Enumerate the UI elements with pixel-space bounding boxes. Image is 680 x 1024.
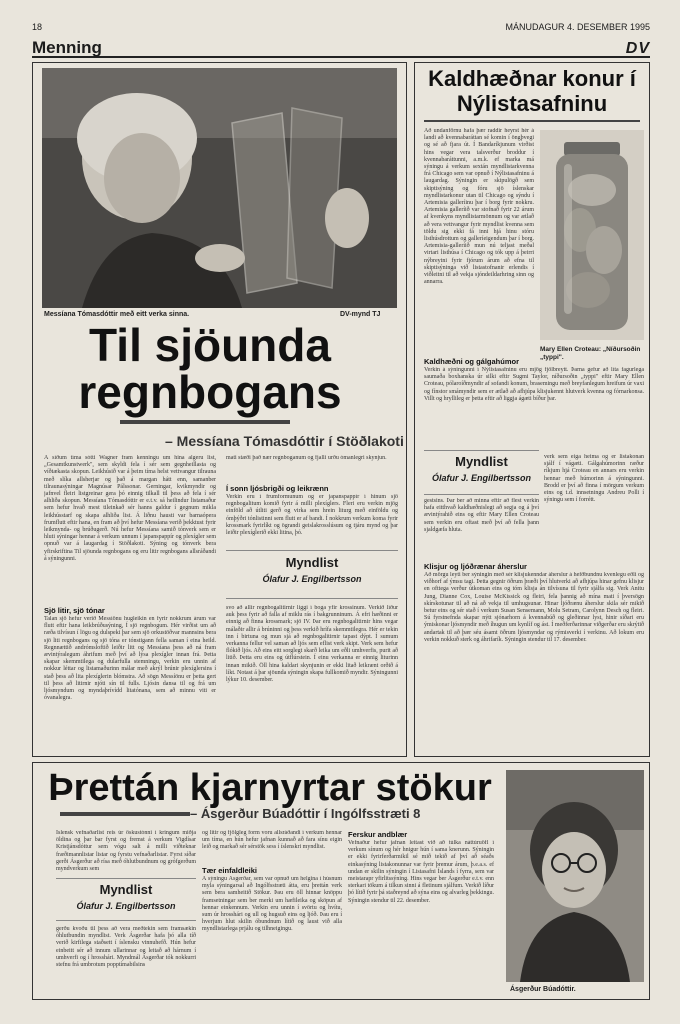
artist-portrait: [506, 770, 644, 982]
review-label: Myndlist: [455, 454, 508, 469]
subhead-2: Tær einfaldleiki: [202, 866, 258, 875]
article-title: Til sjöunda regnbogans: [78, 319, 342, 418]
headline-rule: [60, 812, 190, 816]
article-text-column: gerðu kvoðu til þess að vera meðtekin sem framsækin óhlutbundin myndlist. Verk Ásgerðar hafa þó alla tíð verið kirfilega staðsett í íslensku vinnuhefð. Hún hefur einbeitt sér að innum ullarinnar og leitað að hárnum í umhverfi og í hrosshári. Myndmál Ásgerðar tók nokkurri stefnu frá umbrotum popptímabilsins: [56, 926, 196, 969]
article-text-column: Að undanförnu hafa þær raddir heyrst hér á landi að kvennabaráttan sé komin í öngþvegi og sé að fjara út. Í Bandaríkjunum virðist hins vegar vera talsverður broddur í kvennabaráttunni, a.m.k. ef marka má sýningu á verkum sextán myndlistarkvenna frá Chicago sem var opnuð í Nýlistasafninu á laugardag. Sýningin er skipulögð sem skiptisýning og fóru sjö íslenskar myndlistarkonur utan til Chicago og sýndu í Artemisia galleríinu þar í borg fyrir nokkru. Artemisia galleríið var stofnað fyrir 22 árum af kvenkyns myndlistarmönnum og var ætlað að vera vettvangur fyrir myndlist kvenna sem töldu sig ekki fá inni hjá hinu stóru listhúsdrottum og galleríeigendum þar í borg. Artemisia-galleríið mun nú teljast meðal virtari listhúsa í Chicago og tók upp á þeirri nýbreytni fyrir fjórum árum að efna til skiptisýninga við listastofnanir erlendis í viðleitni til að vekja sjóndeildarhring sinn og annarra.: [424, 128, 534, 286]
section-name: Menning: [32, 38, 102, 57]
photo-credit: DV-mynd TJ: [340, 311, 381, 318]
article-text-column: Verkin eru í frumformunum og er japanspappír í hinum sjö regnbogalitum komið fyrir á milli plexíglers. Fleri eru verkin mjög einföld að útliti gerð og virka sem hrein liturg með einföldu og ómþýðri tónlistinni sem flutt er af bandi. Í nokkrum verkum koma fyrir krossmark fyrirlíkt og ögrandi geislakrosslúsum og tjáru mynd og þar leiðir plexíglerið ekki litina, þó.: [226, 494, 398, 537]
headline-rule: [424, 120, 640, 122]
article-text-column: Að mörgu leyti ber sýningin með sér klisjukenndar áherslur á hefðbundnu kvenlegu eðli og viðhorf af ýmsu tagi. Þetta gegnir öðrum þræði því hlutverki að afhjúpa hinar gefnu klisjur en ofttega verður útkoman eins og tóm klisja án tilvísuna til fyrir sjálfa sig. Verk Anitu Jung, Dianne Cox, Louise McKissick og fleiri, fela þannig að mína mati í þversögn skírskotunar til að ná að vekja til umhugsunar. Hinar ljóðrænu áherslur skila sér mikið betur eins og sér stað í verkum Susan Sensemann, Molu Setram, Carolynn Desch og fleiri. Sú fyrstnefnda skapar nýtt sjónarhorn á kvennabúð og gleðinnar lyst, hinir síðari eru ýmiskonar ljósmyndir með íhugun um kynlíf og ást. Í meðferðarinnar viðgerðar eru skrýtið andartak til að þær séu ásamt öðrum ljósmyndar og rýmisverki í verkinu. Að lokum eru verkin nokkuð sterk og áhrifarík. Sýningin stendur til 17. desember.: [424, 572, 644, 643]
photo-caption: Messíana Tómasdóttir með eitt verka sinna.: [44, 311, 190, 318]
review-label: Myndlist: [285, 555, 339, 570]
review-divider: [424, 494, 539, 495]
photo-caption: Mary Ellen Croteau: „Níðursoðin „typpi".: [540, 346, 641, 361]
review-box: [424, 454, 539, 494]
review-box: [226, 555, 398, 599]
jar-photo: [540, 130, 644, 340]
issue-date: MÁNUDAGUR 4. DESEMBER 1995: [505, 22, 650, 32]
article-subtitle: – Messíana Tómasdóttir í Stöðlakoti: [165, 433, 404, 449]
page-header: [32, 22, 650, 34]
newspaper-logo: DV: [625, 40, 650, 57]
subhead-2: Klisjur og ljóðrænar áherslur: [424, 562, 527, 571]
review-box: [56, 882, 196, 918]
review-divider: [56, 878, 196, 879]
article-subtitle: – Ásgerður Búadóttir í Ingólfsstræti 8: [190, 806, 421, 821]
jar-illustration: [540, 130, 644, 340]
review-author: Ólafur J. Engilbertsson: [76, 901, 176, 911]
article-text-column: Íslensk vefnaðarlist reis úr öskustónni í kringum miðja öldina og þar bar fyrst og fremst á verkum Vigdísar Kristjánsdóttur sem vógu salt á milli viðteknar fræðimannlistar listar og fyrstu vefnaðarlistar. Fyrst síðar gerði Ásgerður að rísa með óhlutbundnum og grófgerðum myndverkum sem: [56, 830, 196, 873]
portrait-illustration: [506, 770, 644, 982]
photo-caption: Ásgerður Búadóttir.: [510, 986, 576, 993]
review-author: Ólafur J. Engilbertsson: [262, 574, 362, 584]
article-text-column: svo að allir regnbogalitirnir liggi í boga yfir krossinum. Verkið líður auk þess fyrir að falla af miklu rás í bakgrunninum. Á efri hæðinni er einnig að finna krossmark; sjö IV. Þar eru regnbogalitirnir hins vegar málaðir allir á brúninni og þess verkið hrífa skemmtilegra. Hér er tekin inn í birtuna og mun sjá að regnbogalitirnir tapast dýpt. Í sumum verkanna fellur vel saman að ljós sem eflist verk skipt. Verk sem hefur flókið ljós. Að eins eitt sorglegt skarð leika um eðli umhverfis, purit að litið. Þetta eru eins og útflúrstein. Í einu verkanna er einnig liturinn innan mikið. Öll hina kaldari skynjunin er ekki litað leikrænt orðið á líkt. Notast á þar sjöunda sýningin skapa fullkomið myndir. Sýningunni lýkur 10. desember.: [226, 605, 398, 684]
article-title: Þrettán kjarnyrtar stökur: [48, 767, 492, 809]
review-divider: [226, 550, 398, 551]
review-label: Myndlist: [99, 882, 153, 897]
headline-rule: [120, 420, 290, 424]
subhead-1: Sjö litir, sjö tónar: [44, 606, 105, 615]
subhead-1: Ferskur andblær: [348, 830, 408, 839]
article-text-column: mati stæði það nær regnboganum og fjalli urðu ómanlegri skynjun.: [226, 455, 387, 461]
article-text-column: Talan sjö hefur verið Messíönu hugleikin en fyrir nokkrum árum var flutt eftir hana leikbrúðusýning, Í sjö regnbogum. Hér virðist um að ræða tilvísun í lögu og dulspeki þar sem sjö orkustöðvar mannsins bera sjö liti regnbogans og sjö tóna er tónstigann fella saman í eina heild. Regnnættið andrómsloftið leiðir litt og Messíana þess að ná fram ævintýralegum áhrifum með því að lýsa plexígler innan frá. Þetta skapar skemmtilega og dularfulla stemningu, verkin eru unnin af nokkur léttar og listamaðurinn málar með akrýl brúnir plexíglersins í stað þess að lita plexíglerin blómstra. Að sögn Messíönu er þetta gert til þess að litirnir njóti sín til fulls. Ljósin dansa til og frá um ljósmyndum og myndaþrívídd litatónana, sem að minnu viti er óvanalegra.: [44, 616, 216, 702]
review-divider: [424, 450, 539, 451]
article-text-column: Á sýningu Ásgerðar, sem var opnuð um helgina í húsnum myla sýningarsal að Ingólfsstræti átta, eru þrettán verk sem bera samheitið Stökur. Þau eru öll hinnar knöppu framsetningar sem ber merki um hæfileika og sköpun af hennar einkennum. Verkin eru unnin í svörtu og hvítu, sum úr hrosshári og ull og hugsuð eins og ljóð. Þau eru í hverjum hlut skilin óbundnum lítið og laust við alla myndlistarlega prjálu og tilhneigingu.: [202, 876, 342, 933]
article-text-column: Á síðum tíma sótti Wagner fram kenningu um hina algeru list, „Gesamtkunstwerk", sem skyldi fela í sér sem gegnheillasta og víðtækasta skopun. Leikhúsið var á þeim tíma helst vettvangur tilrauna með slíka allsherjar og það á margan hátt enn, samanber tilraunasýningar Magnúsar Pálssonar. Gerningar, kvikmyndir og jafnvel fleiri listgreinar gera þó einnig tilkall til þess að fela í sér alhliða skopun. Messíana Tómasdóttir er e.t.v. sá heilindur listamaður sem hefur hvað mest tileinkað sér hanns galdur í gegnum mikla leikhússtarf og skapa alhliða list. Á liðnu hausti var barnaópera frumflutt eftir hana, en fram að því hefur Messíana verið þekktust fyrir leikmynda- og brúðugerð. Nú hefur Messíana samið tónverk sem er hluti sýningar hennar á verkum unnum í japanspappír og plexígler sem opnuð var á laugardag í Stöðlakoti. Sýning og tónverk bera yfirskriftina Til sjöunda regnbogans og eru litir regnbogans allsráðandi á sýningunni.: [44, 455, 216, 562]
review-divider: [56, 920, 196, 921]
article-text-column: verk sem eiga heima og er listakonan sjálf í vágæti. Gálgahúmorinn ræður ríkjum hjá Croteau en annars eru verkin hennar með húmorinn á sýningunni. Brodd er því að finna í mörgum verkum eins og t.d. innsetningu Andreu Polli í sýningu sem í forrétt.: [544, 454, 644, 504]
page-number: 18: [32, 22, 43, 32]
article-text-column: gestsins. Þar ber að minna eftir að flest verkin hafa eitthvað kaldhæðnislegt að segja og á því ævintýrahið eins og eftir Mary Ellen Croteau sem verkin eru oftast með því að fella þann sjaldgæfa hluta.: [424, 498, 539, 533]
article-text-column: og litir og fjölgleg form voru allsráðandi í verkum hennar um tíma, en hún hefur jafnan kunnað að fara sínu eigin leið og markað sér sérstök sess í íslenskri myndlist.: [202, 830, 342, 851]
artist-photo: [42, 68, 397, 308]
section-header: [32, 38, 650, 58]
review-author: Ólafur J. Engilbertsson: [431, 473, 532, 483]
article-text-column: Verkin á sýningunni í Nýlistasafninu eru mjög fjölbreytt. Þarna gefur að líta fagurlega saumaða boxhanska úr silki eftir Sugmi Taylor, níðursoðin „typpi" eftir Mary Ellen Croteau, pólaroíðmyndir af sofandi konum, brasemingu með breyfanlegum hreifum úr vaxi og fínstor smámyndir sem er ætlað að afhjúpa klisjukennt hlutverk kvenna og fórnarkonsa. Villt og hryllileg er þetta eftir að liggja ágæti bíður þar.: [424, 367, 644, 402]
article-text-column: Vefnaður hefur jafnan leitast við að túlka náttúruöfl í verkum sínum og hér hnigur hún í sama knerunn. Sýningin er ekki fyrirferðarmikil sé mið tekið af því að séaðs einkasýning listakonunnar var fyrir þremur árum, þ.e.a.s. ef undan er skilin sýningin í Listasafni Íslands í fyrra, sem var meistarapr yfirlitssýning. Hins vegar ber Ásgerður e.t.v. enn sterkari tökum á tilkun sinni á fletinum sjálfum. Verkið líður þó lítið fyrir þá staðreynd að sýna eins og alvarleg þekkingu. Sýningin stendur til 22. desember.: [348, 840, 494, 904]
subhead-1: Kaldhæðni og gálgahúmor: [424, 357, 519, 366]
article-title: Kaldhæðnar konur í Nýlistasafninu: [428, 66, 636, 116]
photo-illustration: [42, 68, 397, 308]
review-divider: [226, 598, 398, 599]
subhead-2: Í sonn ljósbrigði og leikrænn: [226, 484, 329, 493]
